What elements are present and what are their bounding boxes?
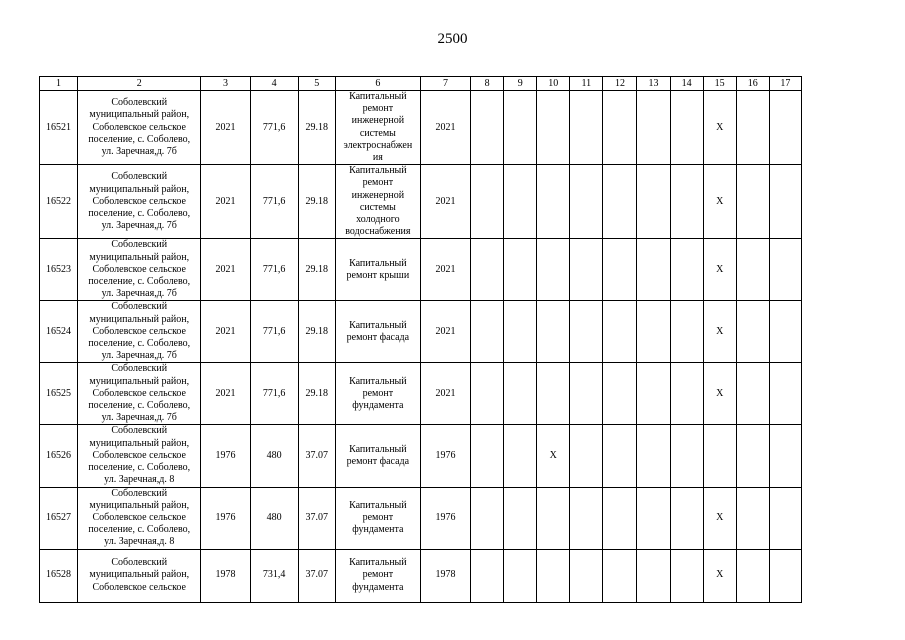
mark-cell-col-13: [637, 487, 670, 549]
year-value: 2021: [420, 301, 470, 363]
work-type-cell: Капитальный ремонт фасада: [335, 301, 420, 363]
mark-cell-col-12: [603, 91, 637, 165]
record-number: 16527: [40, 487, 78, 549]
work-type-cell: Капитальный ремонт инженерной системы холодного водоснабжения: [335, 165, 420, 239]
mark-cell-col-8: [471, 363, 504, 425]
column-header: 5: [298, 77, 335, 91]
column-header: 13: [637, 77, 670, 91]
capital-repair-table: [39, 76, 802, 603]
mark-cell-col-8: [471, 425, 504, 487]
mark-cell-col-17: [769, 239, 801, 301]
mark-cell-col-15: X: [703, 487, 736, 549]
wear-value: 29.18: [298, 165, 335, 239]
table-row: [40, 487, 802, 549]
mark-cell-col-14: [670, 301, 703, 363]
mark-cell-col-11: [570, 301, 603, 363]
wear-value: 29.18: [298, 363, 335, 425]
mark-cell-col-9: [504, 487, 537, 549]
mark-cell-col-15: X: [703, 239, 736, 301]
mark-cell-col-12: [603, 301, 637, 363]
mark-cell-col-16: [736, 301, 769, 363]
area-value: 771,6: [250, 363, 298, 425]
mark-cell-col-9: [504, 239, 537, 301]
mark-cell-col-11: [570, 165, 603, 239]
year-value: 1976: [420, 487, 470, 549]
table-row: [40, 363, 802, 425]
mark-cell-col-10: [537, 91, 570, 165]
mark-cell-col-16: [736, 363, 769, 425]
mark-cell-col-11: [570, 549, 603, 602]
mark-cell-col-16: [736, 487, 769, 549]
address-cell: Соболевский муниципальный район, Соболевское сельское поселение, с. Соболево, ул. Заречная,д. 7б: [78, 363, 201, 425]
column-header: 16: [736, 77, 769, 91]
year-built: 2021: [201, 165, 250, 239]
area-value: 771,6: [250, 301, 298, 363]
mark-cell-col-14: [670, 425, 703, 487]
year-built: 2021: [201, 301, 250, 363]
mark-cell-col-8: [471, 239, 504, 301]
record-number: 16521: [40, 91, 78, 165]
work-type-cell: Капитальный ремонт фундамента: [335, 487, 420, 549]
mark-cell-col-8: [471, 165, 504, 239]
mark-cell-col-14: [670, 239, 703, 301]
mark-cell-col-13: [637, 425, 670, 487]
mark-cell-col-10: [537, 363, 570, 425]
table-row: [40, 165, 802, 239]
address-cell: Соболевский муниципальный район, Соболевское сельское поселение, с. Соболево, ул. Заречная,д. 7б: [78, 301, 201, 363]
mark-cell-col-10: [537, 165, 570, 239]
wear-value: 29.18: [298, 91, 335, 165]
mark-cell-col-9: [504, 165, 537, 239]
mark-cell-col-12: [603, 487, 637, 549]
wear-value: 29.18: [298, 239, 335, 301]
year-value: 2021: [420, 91, 470, 165]
year-built: 1978: [201, 549, 250, 602]
mark-cell-col-17: [769, 91, 801, 165]
mark-cell-col-16: [736, 549, 769, 602]
area-value: 771,6: [250, 91, 298, 165]
address-cell: Соболевский муниципальный район, Соболевское сельское поселение, с. Соболево, ул. Заречная,д. 7б: [78, 165, 201, 239]
column-header: 2: [78, 77, 201, 91]
wear-value: 37.07: [298, 549, 335, 602]
year-built: 2021: [201, 363, 250, 425]
mark-cell-col-16: [736, 91, 769, 165]
record-number: 16524: [40, 301, 78, 363]
record-number: 16522: [40, 165, 78, 239]
wear-value: 37.07: [298, 425, 335, 487]
mark-cell-col-15: X: [703, 549, 736, 602]
year-value: 2021: [420, 239, 470, 301]
wear-value: 29.18: [298, 301, 335, 363]
column-header: 6: [335, 77, 420, 91]
address-cell: Соболевский муниципальный район, Соболевское сельское: [78, 549, 201, 602]
record-number: 16528: [40, 549, 78, 602]
table-row: [40, 301, 802, 363]
mark-cell-col-11: [570, 487, 603, 549]
mark-cell-col-12: [603, 165, 637, 239]
column-header: 9: [504, 77, 537, 91]
column-header: 8: [471, 77, 504, 91]
mark-cell-col-11: [570, 363, 603, 425]
column-header: 3: [201, 77, 250, 91]
mark-cell-col-13: [637, 301, 670, 363]
mark-cell-col-8: [471, 549, 504, 602]
mark-cell-col-16: [736, 239, 769, 301]
year-built: 1976: [201, 487, 250, 549]
year-value: 1978: [420, 549, 470, 602]
column-header: 10: [537, 77, 570, 91]
mark-cell-col-10: X: [537, 425, 570, 487]
work-type-cell: Капитальный ремонт фундамента: [335, 363, 420, 425]
year-value: 2021: [420, 363, 470, 425]
work-type-cell: Капитальный ремонт фундамента: [335, 549, 420, 602]
mark-cell-col-9: [504, 549, 537, 602]
mark-cell-col-16: [736, 425, 769, 487]
area-value: 771,6: [250, 239, 298, 301]
table-row: [40, 425, 802, 487]
work-type-cell: Капитальный ремонт инженерной системы электроснабжен ия: [335, 91, 420, 165]
mark-cell-col-15: X: [703, 301, 736, 363]
mark-cell-col-13: [637, 549, 670, 602]
wear-value: 37.07: [298, 487, 335, 549]
column-number-row: [40, 77, 802, 91]
mark-cell-col-12: [603, 549, 637, 602]
mark-cell-col-10: [537, 549, 570, 602]
mark-cell-col-17: [769, 165, 801, 239]
table-row: [40, 549, 802, 602]
mark-cell-col-8: [471, 91, 504, 165]
mark-cell-col-9: [504, 91, 537, 165]
mark-cell-col-9: [504, 301, 537, 363]
column-header: 1: [40, 77, 78, 91]
column-header: 12: [603, 77, 637, 91]
mark-cell-col-15: X: [703, 91, 736, 165]
mark-cell-col-8: [471, 487, 504, 549]
column-header: 7: [420, 77, 470, 91]
mark-cell-col-14: [670, 91, 703, 165]
mark-cell-col-11: [570, 425, 603, 487]
mark-cell-col-13: [637, 165, 670, 239]
year-built: 2021: [201, 91, 250, 165]
mark-cell-col-10: [537, 301, 570, 363]
mark-cell-col-8: [471, 301, 504, 363]
address-cell: Соболевский муниципальный район, Соболевское сельское поселение, с. Соболево, ул. Заречная,д. 8: [78, 487, 201, 549]
mark-cell-col-15: X: [703, 165, 736, 239]
mark-cell-col-14: [670, 549, 703, 602]
table-row: [40, 239, 802, 301]
year-built: 1976: [201, 425, 250, 487]
column-header: 17: [769, 77, 801, 91]
mark-cell-col-13: [637, 363, 670, 425]
area-value: 480: [250, 487, 298, 549]
mark-cell-col-15: X: [703, 363, 736, 425]
address-cell: Соболевский муниципальный район, Соболевское сельское поселение, с. Соболево, ул. Заречная,д. 7б: [78, 91, 201, 165]
mark-cell-col-17: [769, 301, 801, 363]
record-number: 16523: [40, 239, 78, 301]
column-header: 15: [703, 77, 736, 91]
area-value: 771,6: [250, 165, 298, 239]
record-number: 16526: [40, 425, 78, 487]
mark-cell-col-11: [570, 239, 603, 301]
mark-cell-col-12: [603, 239, 637, 301]
record-number: 16525: [40, 363, 78, 425]
column-header: 14: [670, 77, 703, 91]
area-value: 480: [250, 425, 298, 487]
work-type-cell: Капитальный ремонт крыши: [335, 239, 420, 301]
mark-cell-col-9: [504, 363, 537, 425]
mark-cell-col-17: [769, 549, 801, 602]
mark-cell-col-11: [570, 91, 603, 165]
mark-cell-col-13: [637, 239, 670, 301]
mark-cell-col-17: [769, 487, 801, 549]
area-value: 731,4: [250, 549, 298, 602]
mark-cell-col-17: [769, 425, 801, 487]
year-built: 2021: [201, 239, 250, 301]
address-cell: Соболевский муниципальный район, Соболевское сельское поселение, с. Соболево, ул. Заречная,д. 8: [78, 425, 201, 487]
work-type-cell: Капитальный ремонт фасада: [335, 425, 420, 487]
mark-cell-col-13: [637, 91, 670, 165]
address-cell: Соболевский муниципальный район, Соболевское сельское поселение, с. Соболево, ул. Заречная,д. 7б: [78, 239, 201, 301]
mark-cell-col-17: [769, 363, 801, 425]
mark-cell-col-14: [670, 363, 703, 425]
mark-cell-col-10: [537, 487, 570, 549]
mark-cell-col-15: [703, 425, 736, 487]
mark-cell-col-10: [537, 239, 570, 301]
column-header: 11: [570, 77, 603, 91]
mark-cell-col-16: [736, 165, 769, 239]
year-value: 1976: [420, 425, 470, 487]
mark-cell-col-9: [504, 425, 537, 487]
mark-cell-col-14: [670, 165, 703, 239]
table-body: [40, 91, 802, 603]
page-number: 2500: [437, 31, 468, 47]
column-header: 4: [250, 77, 298, 91]
mark-cell-col-14: [670, 487, 703, 549]
table-row: [40, 91, 802, 165]
year-value: 2021: [420, 165, 470, 239]
mark-cell-col-12: [603, 425, 637, 487]
mark-cell-col-12: [603, 363, 637, 425]
